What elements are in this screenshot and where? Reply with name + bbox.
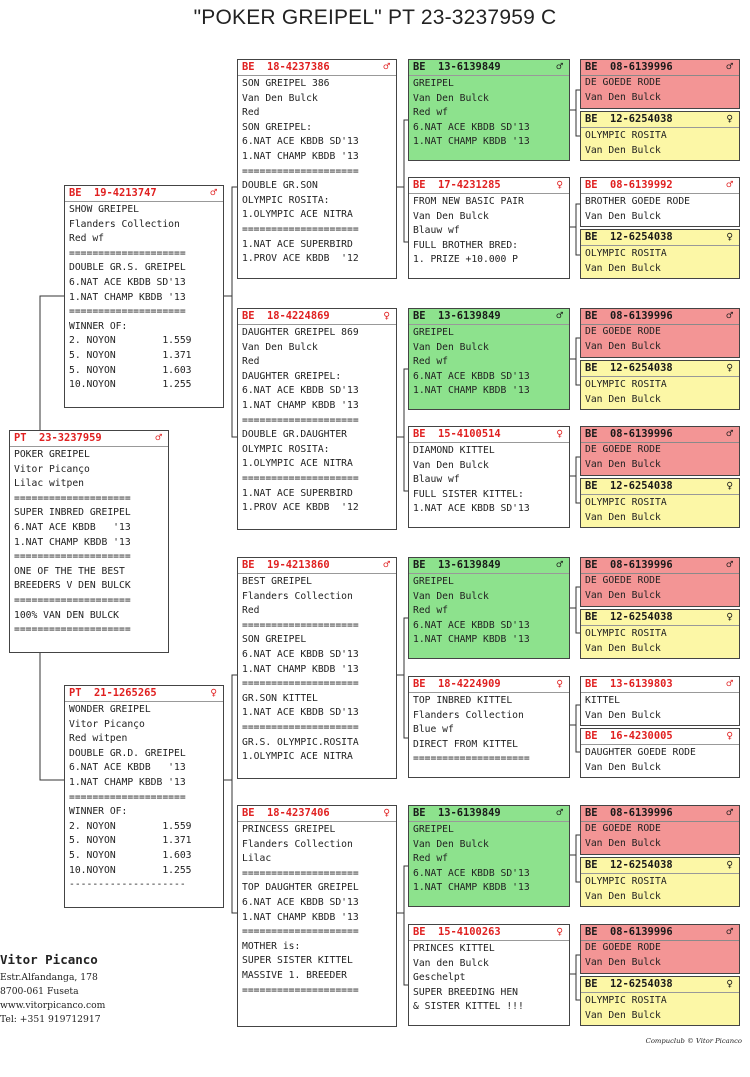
info-line: BEST GREIPEL bbox=[242, 576, 312, 587]
info-line: Red wf bbox=[413, 107, 448, 119]
ring-number: BE 12-6254038 bbox=[585, 231, 673, 243]
pedigree-title: "POKER GREIPEL" PT 23-3237959 C bbox=[193, 6, 557, 29]
info-line: DOUBLE GR.DAUGHTER bbox=[242, 429, 347, 441]
info-line: DOUBLE GR.SON bbox=[242, 180, 318, 192]
sex-icon: ♀ bbox=[556, 178, 563, 191]
info-line: BROTHER GOEDE RODE bbox=[585, 196, 690, 207]
info-line: WONDER GREIPEL bbox=[69, 704, 151, 715]
ring-number: PT 21-1265265 bbox=[69, 687, 157, 699]
info-line: ==================== bbox=[69, 247, 186, 259]
great-grandparent-card bbox=[580, 426, 740, 476]
info-line: OLYMPIC ROSITA bbox=[585, 248, 667, 259]
info-line: PRINCESS GREIPEL bbox=[242, 824, 336, 835]
ring-number: BE 13-6139803 bbox=[585, 678, 673, 690]
great-grandparent-card bbox=[580, 111, 740, 161]
ring-number: BE 19-4213747 bbox=[69, 187, 157, 199]
sire-sire-card bbox=[237, 59, 397, 279]
ring-number: BE 13-6139849 bbox=[413, 310, 501, 322]
info-line: Red witpen bbox=[69, 733, 128, 745]
info-line: 1.NAT CHAMP KBDB '13 bbox=[69, 776, 186, 788]
info-line: 1.NAT CHAMP KBDB '13 bbox=[413, 882, 530, 894]
sex-icon: ♂ bbox=[726, 806, 733, 819]
info-line: Van Den Bulck bbox=[585, 210, 661, 222]
info-line: OLYMPIC ROSITA: bbox=[242, 443, 330, 455]
ring-number: BE 13-6139849 bbox=[413, 559, 501, 571]
info-line: Blauw wf bbox=[413, 474, 460, 486]
info-line: OLYMPIC ROSITA bbox=[585, 995, 667, 1006]
owner-name: Vitor Picanco bbox=[0, 952, 98, 967]
info-line: 10.NOYON 1.255 bbox=[69, 864, 192, 876]
sex-icon: ♂ bbox=[210, 186, 217, 199]
info-line: 1.OLYMPIC ACE NITRA bbox=[242, 209, 353, 221]
great-grandparent-card bbox=[580, 557, 740, 607]
info-line: Lilac bbox=[242, 853, 272, 865]
info-line: 1.NAT CHAMP KBDB '13 bbox=[413, 385, 530, 397]
info-line: Van Den Bulck bbox=[585, 91, 661, 103]
info-line: ==================== bbox=[242, 414, 359, 426]
info-line: Red wf bbox=[413, 853, 448, 865]
info-line: Vitor Picanço bbox=[69, 718, 145, 730]
info-line: Van Den Bulck bbox=[585, 1009, 661, 1021]
info-line: Van den Bulck bbox=[413, 957, 489, 969]
sex-icon: ♂ bbox=[726, 178, 733, 191]
info-line: 1.NAT ACE SUPERBIRD bbox=[242, 238, 353, 250]
info-line: Van Den Bulck bbox=[585, 262, 661, 274]
info-line: 6.NAT ACE KBDB SD'13 bbox=[413, 370, 530, 382]
info-line: DE GOEDE RODE bbox=[585, 444, 661, 455]
info-line: ==================== bbox=[242, 223, 359, 235]
ring-number: BE 12-6254038 bbox=[585, 978, 673, 990]
info-line: FULL BROTHER BRED: bbox=[413, 239, 518, 251]
info-line: Van Den Bulck bbox=[413, 92, 489, 104]
great-grandparent-card bbox=[580, 805, 740, 855]
info-line: KITTEL bbox=[585, 695, 620, 706]
info-line: 10.NOYON 1.255 bbox=[69, 379, 192, 391]
info-line: ==================== bbox=[242, 984, 359, 996]
info-line: Red bbox=[242, 605, 260, 617]
sss-card bbox=[408, 59, 570, 161]
info-line: 1.PROV ACE KBDB '12 bbox=[242, 502, 359, 514]
great-grandparent-card bbox=[580, 478, 740, 528]
great-grandparent-card bbox=[580, 676, 740, 726]
ddd-card bbox=[408, 924, 570, 1026]
info-line: Van Den Bulck bbox=[585, 890, 661, 902]
info-line: DE GOEDE RODE bbox=[585, 575, 661, 586]
info-line: 1.NAT ACE KBDB SD'13 bbox=[413, 503, 530, 515]
info-line: 1.PROV ACE KBDB '12 bbox=[242, 253, 359, 265]
sex-icon: ♀ bbox=[556, 677, 563, 690]
ring-number: BE 18-4237406 bbox=[242, 807, 330, 819]
info-line: WINNER OF: bbox=[69, 320, 128, 332]
ring-number: BE 12-6254038 bbox=[585, 362, 673, 374]
sex-icon: ♂ bbox=[556, 558, 563, 571]
info-line: FROM NEW BASIC PAIR bbox=[413, 196, 524, 207]
info-line: DE GOEDE RODE bbox=[585, 823, 661, 834]
great-grandparent-card bbox=[580, 59, 740, 109]
info-line: 6.NAT ACE KBDB '13 bbox=[69, 762, 186, 774]
info-line: PRINCES KITTEL bbox=[413, 943, 495, 954]
sex-icon: ♂ bbox=[556, 309, 563, 322]
info-line: ==================== bbox=[413, 753, 530, 765]
owner-address: Estr.Alfandanga, 178 bbox=[0, 972, 98, 983]
sire-card bbox=[64, 185, 224, 408]
sex-icon: ♀ bbox=[726, 729, 733, 742]
great-grandparent-card bbox=[580, 857, 740, 907]
info-line: ==================== bbox=[14, 624, 131, 636]
info-line: ==================== bbox=[242, 678, 359, 690]
info-line: Lilac witpen bbox=[14, 478, 84, 490]
sex-icon: ♂ bbox=[726, 60, 733, 73]
info-line: 5. NOYON 1.603 bbox=[69, 364, 192, 376]
info-line: Van Den Bulck bbox=[585, 709, 661, 721]
ring-number: BE 18-4237386 bbox=[242, 61, 330, 73]
great-grandparent-card bbox=[580, 308, 740, 358]
info-line: OLYMPIC ROSITA bbox=[585, 379, 667, 390]
info-line: 2. NOYON 1.559 bbox=[69, 335, 192, 347]
great-grandparent-card bbox=[580, 924, 740, 974]
sex-icon: ♂ bbox=[556, 60, 563, 73]
sex-icon: ♀ bbox=[556, 427, 563, 440]
info-line: 1.NAT ACE SUPERBIRD bbox=[242, 487, 353, 499]
info-line: OLYMPIC ROSITA: bbox=[242, 194, 330, 206]
info-line: 6.NAT ACE KBDB SD'13 bbox=[69, 276, 186, 288]
info-line: Red wf bbox=[413, 356, 448, 368]
info-line: 6.NAT ACE KBDB SD'13 bbox=[242, 648, 359, 660]
info-line: 6.NAT ACE KBDB SD'13 bbox=[413, 867, 530, 879]
info-line: Van Den Bulck bbox=[413, 838, 489, 850]
sex-icon: ♂ bbox=[556, 806, 563, 819]
sex-icon: ♀ bbox=[726, 112, 733, 125]
info-line: Van Den Bulck bbox=[585, 511, 661, 523]
info-line: MASSIVE 1. BREEDER bbox=[242, 969, 347, 981]
ring-number: PT 23-3237959 bbox=[14, 432, 102, 444]
sdd-card bbox=[408, 426, 570, 528]
great-grandparent-card bbox=[580, 609, 740, 659]
info-line: 1.NAT CHAMP KBDB '13 bbox=[242, 150, 359, 162]
ring-number: BE 08-6139996 bbox=[585, 428, 673, 440]
sex-icon: ♀ bbox=[726, 977, 733, 990]
sds-card bbox=[408, 308, 570, 410]
info-line: Red bbox=[242, 356, 260, 368]
info-line: DOUBLE GR.D. GREIPEL bbox=[69, 747, 186, 759]
subject-card bbox=[9, 430, 169, 653]
info-line: SUPER INBRED GREIPEL bbox=[14, 507, 131, 519]
info-line: Van Den Bulck bbox=[585, 837, 661, 849]
info-line: 6.NAT ACE KBDB SD'13 bbox=[413, 619, 530, 631]
owner-contact bbox=[0, 951, 150, 1027]
info-line: BREEDERS V DEN BULCK bbox=[14, 580, 131, 592]
info-line: Flanders Collection bbox=[242, 590, 353, 602]
dsd-card bbox=[408, 676, 570, 778]
info-line: 6.NAT ACE KBDB SD'13 bbox=[242, 136, 359, 148]
info-line: 100% VAN DEN BULCK bbox=[14, 609, 119, 621]
info-line: 1.NAT CHAMP KBDB '13 bbox=[242, 399, 359, 411]
info-line: TOP INBRED KITTEL bbox=[413, 695, 513, 706]
info-line: 2. NOYON 1.559 bbox=[69, 820, 192, 832]
info-line: ==================== bbox=[242, 867, 359, 879]
ring-number: BE 08-6139992 bbox=[585, 179, 673, 191]
info-line: GREIPEL bbox=[413, 78, 454, 89]
sex-icon: ♂ bbox=[726, 925, 733, 938]
info-line: 6.NAT ACE KBDB SD'13 bbox=[242, 385, 359, 397]
info-line: SUPER BREEDING HEN bbox=[413, 986, 518, 998]
ring-number: BE 12-6254038 bbox=[585, 859, 673, 871]
great-grandparent-card bbox=[580, 177, 740, 227]
info-line: GR.SON KITTEL bbox=[242, 692, 318, 704]
info-line: Van Den Bulck bbox=[413, 341, 489, 353]
ring-number: BE 15-4100263 bbox=[413, 926, 501, 938]
ring-number: BE 13-6139849 bbox=[413, 61, 501, 73]
dam-dam-card bbox=[237, 805, 397, 1027]
info-line: Red wf bbox=[413, 605, 448, 617]
info-line: DAUGHTER GREIPEL 869 bbox=[242, 327, 359, 338]
info-line: DOUBLE GR.S. GREIPEL bbox=[69, 262, 186, 274]
info-line: DE GOEDE RODE bbox=[585, 77, 661, 88]
sex-icon: ♀ bbox=[726, 361, 733, 374]
sex-icon: ♀ bbox=[726, 479, 733, 492]
sex-icon: ♀ bbox=[726, 230, 733, 243]
dss-card bbox=[408, 557, 570, 659]
info-line: SHOW GREIPEL bbox=[69, 204, 139, 215]
info-line: 1. PRIZE +10.000 P bbox=[413, 254, 518, 266]
info-line: 1.NAT CHAMP KBDB '13 bbox=[14, 536, 131, 548]
info-line: ==================== bbox=[69, 791, 186, 803]
info-line: 1.OLYMPIC ACE NITRA bbox=[242, 458, 353, 470]
info-line: Van Den Bulck bbox=[585, 642, 661, 654]
info-line: Red bbox=[242, 107, 260, 119]
info-line: TOP DAUGHTER GREIPEL bbox=[242, 882, 359, 894]
sex-icon: ♀ bbox=[383, 309, 390, 322]
info-line: OLYMPIC ROSITA bbox=[585, 130, 667, 141]
ssd-card bbox=[408, 177, 570, 279]
info-line: POKER GREIPEL bbox=[14, 449, 90, 460]
info-line: Van Den Bulck bbox=[585, 589, 661, 601]
ring-number: BE 12-6254038 bbox=[585, 113, 673, 125]
sex-icon: ♂ bbox=[726, 677, 733, 690]
sex-icon: ♂ bbox=[726, 427, 733, 440]
info-line: MOTHER is: bbox=[242, 940, 301, 952]
sex-icon: ♀ bbox=[726, 858, 733, 871]
info-line: 1.NAT CHAMP KBDB '13 bbox=[242, 663, 359, 675]
info-line: SON GREIPEL: bbox=[242, 121, 312, 133]
info-line: FULL SISTER KITTEL: bbox=[413, 488, 524, 500]
info-line: ==================== bbox=[242, 721, 359, 733]
info-line: OLYMPIC ROSITA bbox=[585, 876, 667, 887]
info-line: ==================== bbox=[14, 594, 131, 606]
info-line: ==================== bbox=[242, 165, 359, 177]
owner-postal: 8700-061 Fuseta bbox=[0, 986, 79, 997]
info-line: Flanders Collection bbox=[413, 709, 524, 721]
info-line: Van Den Bulck bbox=[585, 340, 661, 352]
dam-card bbox=[64, 685, 224, 908]
info-line: & SISTER KITTEL !!! bbox=[413, 1001, 524, 1013]
info-line: OLYMPIC ROSITA bbox=[585, 497, 667, 508]
info-line: Van Den Bulck bbox=[413, 590, 489, 602]
info-line: SON GREIPEL bbox=[242, 634, 307, 646]
info-line: SON GREIPEL 386 bbox=[242, 78, 330, 89]
ring-number: BE 08-6139996 bbox=[585, 926, 673, 938]
sex-icon: ♂ bbox=[726, 558, 733, 571]
sex-icon: ♂ bbox=[726, 309, 733, 322]
info-line: ==================== bbox=[14, 492, 131, 504]
info-line: 1.NAT ACE KBDB SD'13 bbox=[242, 707, 359, 719]
info-line: -------------------- bbox=[69, 879, 186, 891]
info-line: 5. NOYON 1.371 bbox=[69, 349, 192, 361]
info-line: 5. NOYON 1.371 bbox=[69, 835, 192, 847]
info-line: WINNER OF: bbox=[69, 806, 128, 818]
great-grandparent-card bbox=[580, 360, 740, 410]
sex-icon: ♂ bbox=[383, 558, 390, 571]
great-grandparent-card bbox=[580, 976, 740, 1026]
info-line: Flanders Collection bbox=[242, 838, 353, 850]
ring-number: BE 19-4213860 bbox=[242, 559, 330, 571]
info-line: GR.S. OLYMPIC.ROSITA bbox=[242, 736, 359, 748]
info-line: Van Den Bulck bbox=[242, 341, 318, 353]
ring-number: BE 18-4224909 bbox=[413, 678, 501, 690]
ring-number: BE 12-6254038 bbox=[585, 611, 673, 623]
sex-icon: ♂ bbox=[155, 431, 162, 444]
great-grandparent-card bbox=[580, 728, 740, 778]
info-line: ==================== bbox=[242, 926, 359, 938]
info-line: DIRECT FROM KITTEL bbox=[413, 738, 518, 750]
info-line: SUPER SISTER KITTEL bbox=[242, 955, 353, 967]
ring-number: BE 12-6254038 bbox=[585, 480, 673, 492]
ring-number: BE 08-6139996 bbox=[585, 61, 673, 73]
info-line: ONE OF THE THE BEST bbox=[14, 565, 125, 577]
ring-number: BE 18-4224869 bbox=[242, 310, 330, 322]
info-line: Blauw wf bbox=[413, 225, 460, 237]
info-line: Van Den Bulck bbox=[242, 92, 318, 104]
ring-number: BE 15-4100514 bbox=[413, 428, 501, 440]
ring-number: BE 08-6139996 bbox=[585, 559, 673, 571]
ring-number: BE 13-6139849 bbox=[413, 807, 501, 819]
info-line: Red wf bbox=[69, 233, 104, 245]
owner-phone: Tel: +351 919712917 bbox=[0, 1014, 101, 1025]
info-line: Van Den Bulck bbox=[585, 393, 661, 405]
info-line: 1.NAT CHAMP KBDB '13 bbox=[242, 911, 359, 923]
sire-dam-card bbox=[237, 308, 397, 530]
info-line: 1.NAT CHAMP KBDB '13 bbox=[413, 136, 530, 148]
info-line: DAUGHTER GOEDE RODE bbox=[585, 747, 696, 758]
info-line: DE GOEDE RODE bbox=[585, 942, 661, 953]
info-line: GREIPEL bbox=[413, 824, 454, 835]
owner-website[interactable]: www.vitorpicanco.com bbox=[0, 1000, 106, 1011]
info-line: Flanders Collection bbox=[69, 218, 180, 230]
sex-icon: ♀ bbox=[726, 610, 733, 623]
info-line: ==================== bbox=[242, 619, 359, 631]
info-line: Van Den Bulck bbox=[585, 761, 661, 773]
info-line: 6.NAT ACE KBDB SD'13 bbox=[413, 121, 530, 133]
info-line: GREIPEL bbox=[413, 327, 454, 338]
sex-icon: ♀ bbox=[210, 686, 217, 699]
info-line: ==================== bbox=[69, 306, 186, 318]
info-line: DE GOEDE RODE bbox=[585, 326, 661, 337]
ring-number: BE 08-6139996 bbox=[585, 807, 673, 819]
info-line: Blue wf bbox=[413, 724, 454, 736]
info-line: Van Den Bulck bbox=[413, 459, 489, 471]
info-line: ==================== bbox=[14, 551, 131, 563]
footer-credit: Compuclub © Vitor Picanco bbox=[645, 1037, 742, 1045]
info-line: DIAMOND KITTEL bbox=[413, 445, 495, 456]
sex-icon: ♀ bbox=[383, 806, 390, 819]
info-line: 6.NAT ACE KBDB '13 bbox=[14, 521, 131, 533]
info-line: Van Den Bulck bbox=[585, 144, 661, 156]
dam-sire-card bbox=[237, 557, 397, 779]
info-line: 1.NAT CHAMP KBDB '13 bbox=[69, 291, 186, 303]
great-grandparent-card bbox=[580, 229, 740, 279]
info-line: 1.OLYMPIC ACE NITRA bbox=[242, 751, 353, 763]
info-line: Van Den Bulck bbox=[585, 956, 661, 968]
ring-number: BE 17-4231285 bbox=[413, 179, 501, 191]
info-line: DAUGHTER GREIPEL: bbox=[242, 370, 342, 382]
info-line: Van Den Bulck bbox=[585, 458, 661, 470]
info-line: GREIPEL bbox=[413, 576, 454, 587]
info-line: Geschelpt bbox=[413, 972, 466, 984]
sex-icon: ♂ bbox=[383, 60, 390, 73]
info-line: ==================== bbox=[242, 472, 359, 484]
sex-icon: ♀ bbox=[556, 925, 563, 938]
ring-number: BE 16-4230005 bbox=[585, 730, 673, 742]
info-line: Van Den Bulck bbox=[413, 210, 489, 222]
info-line: Vitor Picanço bbox=[14, 463, 90, 475]
info-line: 6.NAT ACE KBDB SD'13 bbox=[242, 896, 359, 908]
dds-card bbox=[408, 805, 570, 907]
ring-number: BE 08-6139996 bbox=[585, 310, 673, 322]
info-line: OLYMPIC ROSITA bbox=[585, 628, 667, 639]
info-line: 5. NOYON 1.603 bbox=[69, 849, 192, 861]
info-line: 1.NAT CHAMP KBDB '13 bbox=[413, 634, 530, 646]
